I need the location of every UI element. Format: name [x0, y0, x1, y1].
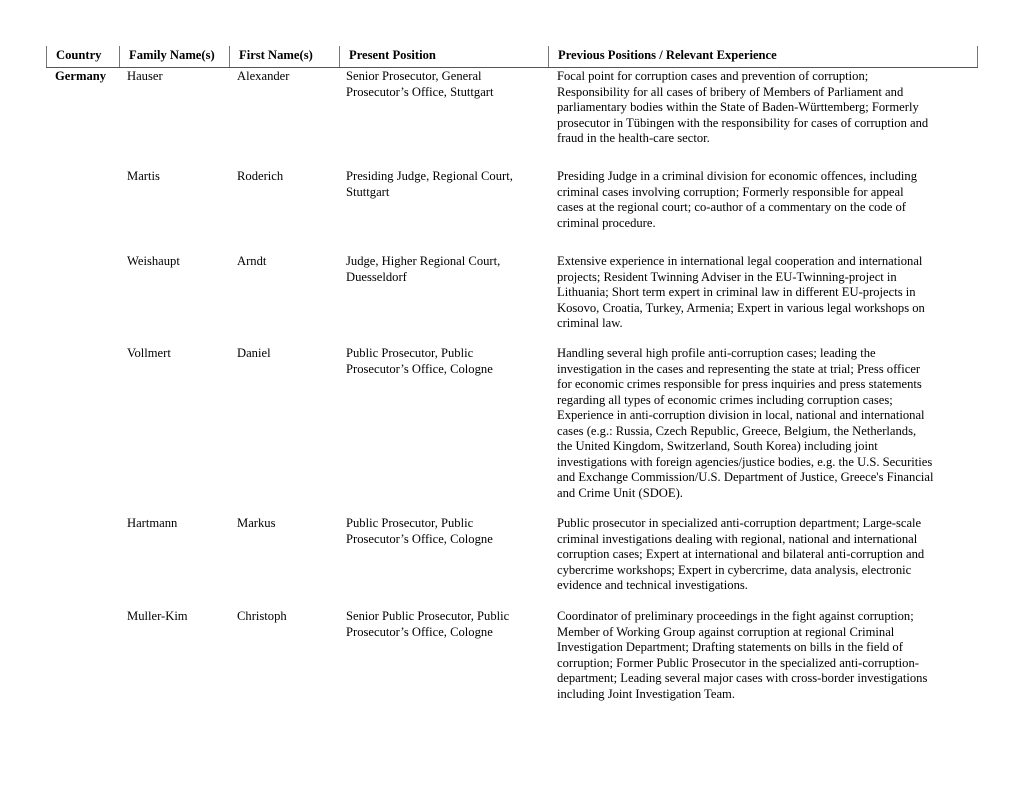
previous-positions-cell: Public prosecutor in specialized anti-corruption department; Large-scale criminal investigations dealing with regional, national and international corruption cases; Expert at international and bilateral anti-corruption and cybercrime workshops; Expert in cybercrime, data analysis, electronic evidence and technical investigations.: [557, 516, 925, 592]
present-position-cell: Public Prosecutor, Public Prosecutor’s Office, Cologne: [346, 516, 493, 546]
country-cell: Germany: [55, 69, 107, 83]
first-name-cell: Christoph: [237, 609, 287, 623]
previous-positions-cell: Coordinator of preliminary proceedings in the fight against corruption; Member of Working Group against corruption at regional Criminal Investigation Department; Drafting statements on bills in the field of corruption; Former Public Prosecutor in the specialized anti-corruption- department; Leading several major cases with cross-border investigations including Joint Investigation Team.: [557, 609, 928, 701]
present-position-cell: Judge, Higher Regional Court, Duesseldorf: [346, 254, 501, 284]
family-name-cell: Hauser: [127, 69, 163, 83]
header-previous-positions: Previous Positions / Relevant Experience: [548, 46, 978, 67]
table-header: [46, 46, 978, 68]
previous-positions-cell: Handling several high profile anti-corruption cases; leading the investigation in the cases and representing the state at trial; Press officer for economic crimes responsible for press inquiries and press statements regarding all types of economic crimes including corruption cases; Experience in anti-corruption division in local, national and international cases (e.g.: Russia, Czech Republic, Greece, Belgium, the Netherlands, the United Kingdom, Switzerland, South Korea) including joint investigations with foreign agencies/justice bodies, e.g. the U.S. Securities and Exchange Commission/U.S. Department of Justice, Greece's Financial and Crime Unit (SDOE).: [557, 346, 934, 500]
family-name-cell: Weishaupt: [127, 254, 180, 268]
header-country: Country: [46, 46, 119, 67]
first-name-cell: Markus: [237, 516, 276, 530]
header-present-position: Present Position: [339, 46, 548, 67]
previous-positions-cell: Presiding Judge in a criminal division for economic offences, including criminal cases involving corruption; Formerly responsible for appeal cases at the regional court; co-author of a commentary on the code of criminal procedure.: [557, 169, 918, 230]
present-position-cell: Senior Public Prosecutor, Public Prosecutor’s Office, Cologne: [346, 609, 510, 639]
header-family-name: Family Name(s): [119, 46, 229, 67]
first-name-cell: Roderich: [237, 169, 284, 183]
first-name-cell: Arndt: [237, 254, 267, 268]
first-name-cell: Daniel: [237, 346, 271, 360]
previous-positions-cell: Focal point for corruption cases and prevention of corruption; Responsibility for all cases of bribery of Members of Parliament and parliamentary bodies within the State of Baden-Württemberg; Formerly prosecutor in Tübingen with the responsibility for cases of corruption and fraud in the health-care sector.: [557, 69, 929, 145]
family-name-cell: Martis: [127, 169, 160, 183]
header-first-name: First Name(s): [229, 46, 339, 67]
family-name-cell: Muller-Kim: [127, 609, 188, 623]
previous-positions-cell: Extensive experience in international legal cooperation and international projects; Resident Twinning Adviser in the EU-Twinning-project in Lithuania; Short term expert in criminal law in different EU-projects in Kosovo, Croatia, Turkey, Armenia; Expert in various legal workshops on criminal law.: [557, 254, 925, 330]
present-position-cell: Presiding Judge, Regional Court, Stuttgart: [346, 169, 513, 199]
first-name-cell: Alexander: [237, 69, 290, 83]
present-position-cell: Public Prosecutor, Public Prosecutor’s Office, Cologne: [346, 346, 493, 376]
header-right-border: [977, 46, 978, 67]
family-name-cell: Vollmert: [127, 346, 171, 360]
family-name-cell: Hartmann: [127, 516, 178, 530]
present-position-cell: Senior Prosecutor, General Prosecutor’s Office, Stuttgart: [346, 69, 494, 99]
